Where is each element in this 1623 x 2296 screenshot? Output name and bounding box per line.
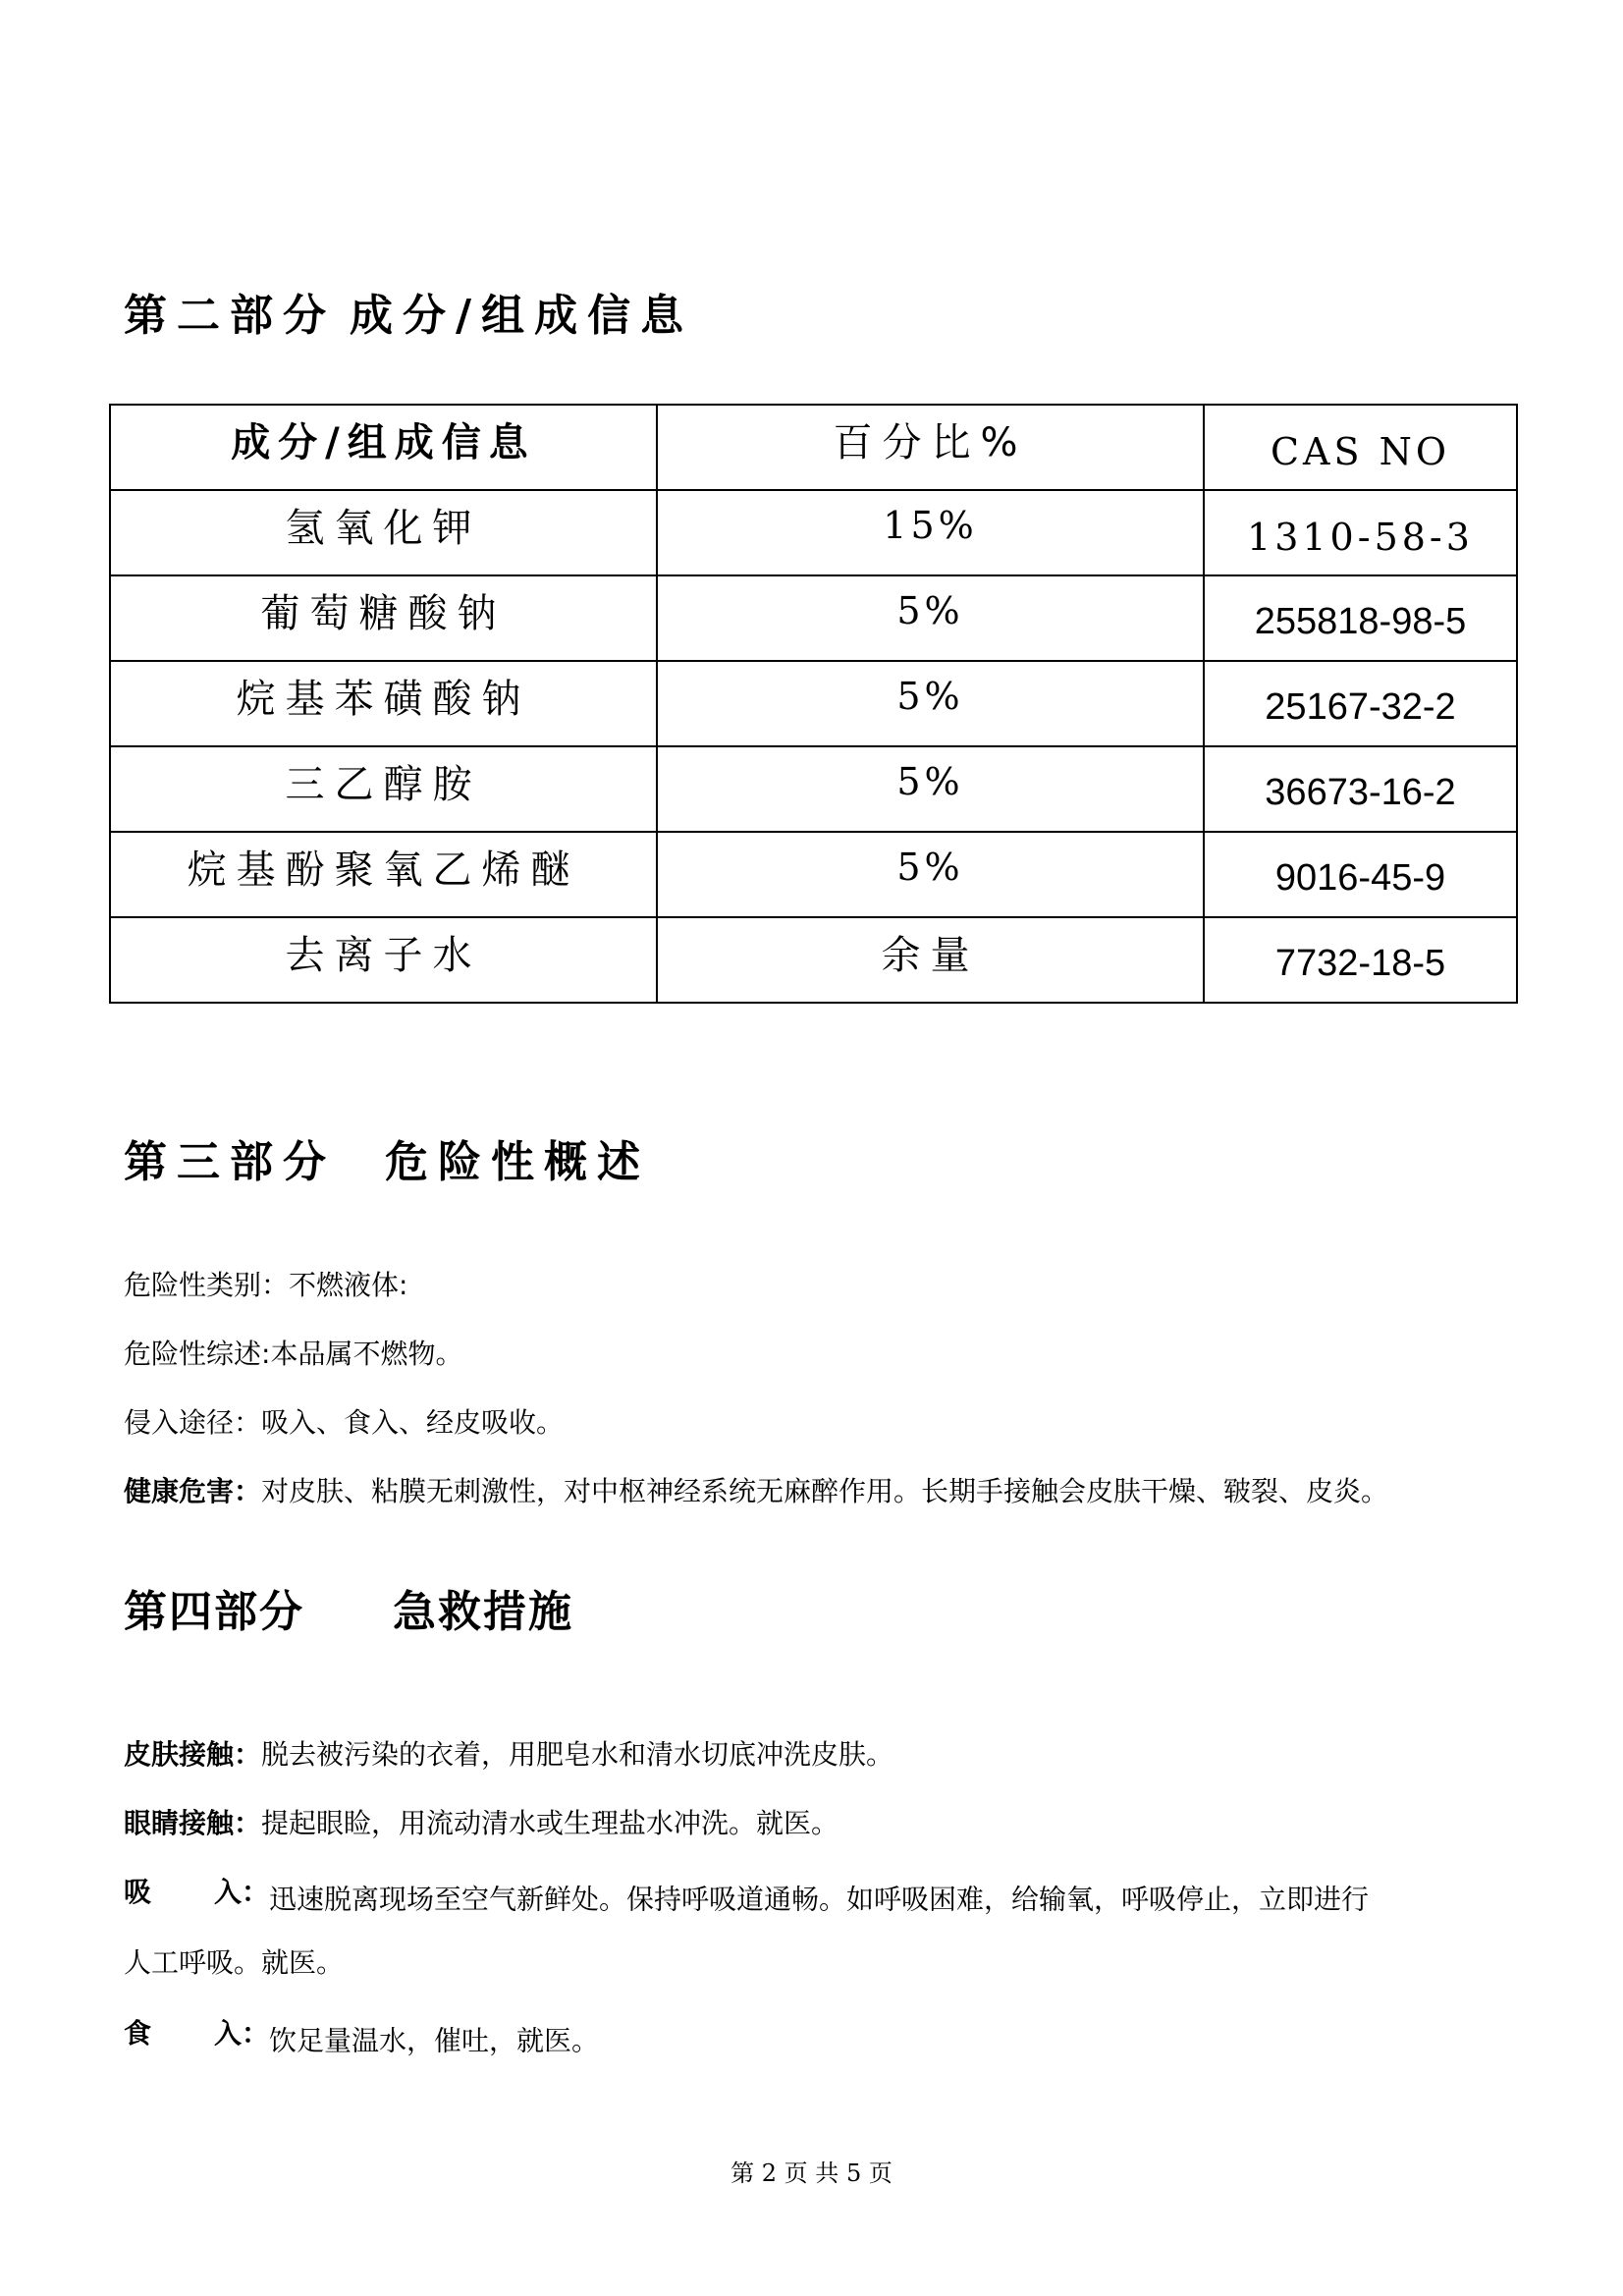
section-3-number: 第三部分 [124, 1137, 336, 1187]
hazard-category: 危险性类别：不燃液体: [124, 1269, 408, 1301]
section-4-title: 急救措施 [393, 1587, 573, 1637]
component-percent: 余量 [657, 917, 1204, 1003]
component-name: 去离子水 [110, 917, 657, 1003]
component-cas: 36673-16-2 [1204, 746, 1517, 832]
component-percent: 5% [657, 746, 1204, 832]
table-row [110, 832, 1517, 917]
component-percent: 5% [657, 575, 1204, 661]
component-cas: 255818-98-5 [1204, 575, 1517, 661]
section-3-heading [124, 1137, 650, 1187]
section-2-heading [124, 291, 694, 341]
skin-contact: 皮肤接触：脱去被污染的衣着，用肥皂水和清水切底冲洗皮肤。 [124, 1738, 894, 1771]
component-name: 烷基苯磺酸钠 [110, 661, 657, 746]
component-cas: 25167-32-2 [1204, 661, 1517, 746]
section-3-title: 危险性概述 [385, 1137, 650, 1187]
component-percent: 5% [657, 661, 1204, 746]
section-2-number: 第二部分 [124, 291, 336, 341]
table-header-row [110, 405, 1517, 490]
component-name: 氢氧化钾 [110, 490, 657, 575]
page-footer: 第 2 页 共 5 页 [730, 2159, 893, 2187]
header-cas: CAS NO [1204, 405, 1517, 490]
eye-contact: 眼睛接触：提起眼睑，用流动清水或生理盐水冲洗。就医。 [124, 1807, 839, 1839]
inhalation: 吸 入： 迅速脱离现场至空气新鲜处。保持呼吸道通畅。如呼吸困难，给输氧，呼吸停止，立即进行 [124, 1876, 1370, 1916]
header-percent: 百分比% [657, 405, 1204, 490]
table-row [110, 575, 1517, 661]
composition-table [109, 404, 1518, 1004]
component-cas: 7732-18-5 [1204, 917, 1517, 1003]
component-name: 葡萄糖酸钠 [110, 575, 657, 661]
component-cas: 1310-58-3 [1204, 490, 1517, 575]
component-cas: 9016-45-9 [1204, 832, 1517, 917]
table-row [110, 490, 1517, 575]
table-row [110, 661, 1517, 746]
section-4-number: 第四部分 [124, 1587, 304, 1637]
section-2-title: 成分/组成信息 [350, 291, 694, 341]
component-percent: 15% [657, 490, 1204, 575]
component-name: 烷基酚聚氧乙烯醚 [110, 832, 657, 917]
section-4-heading [124, 1587, 573, 1637]
inhalation-continued: 人工呼吸。就医。 [124, 1946, 345, 1979]
table-row [110, 917, 1517, 1003]
component-percent: 5% [657, 832, 1204, 917]
header-component: 成分/组成信息 [110, 405, 657, 490]
hazard-summary: 危险性综述:本品属不燃物。 [124, 1338, 463, 1370]
component-name: 三乙醇胺 [110, 746, 657, 832]
ingestion: 食 入： 饮足量温水，催吐，就医。 [124, 2017, 600, 2057]
health-hazard: 健康危害：对皮肤、粘膜无刺激性，对中枢神经系统无麻醉作用。长期手接触会皮肤干燥、皲裂、皮炎。 [124, 1475, 1389, 1507]
table-row [110, 746, 1517, 832]
exposure-routes: 侵入途径：吸入、食入、经皮吸收。 [124, 1406, 565, 1439]
